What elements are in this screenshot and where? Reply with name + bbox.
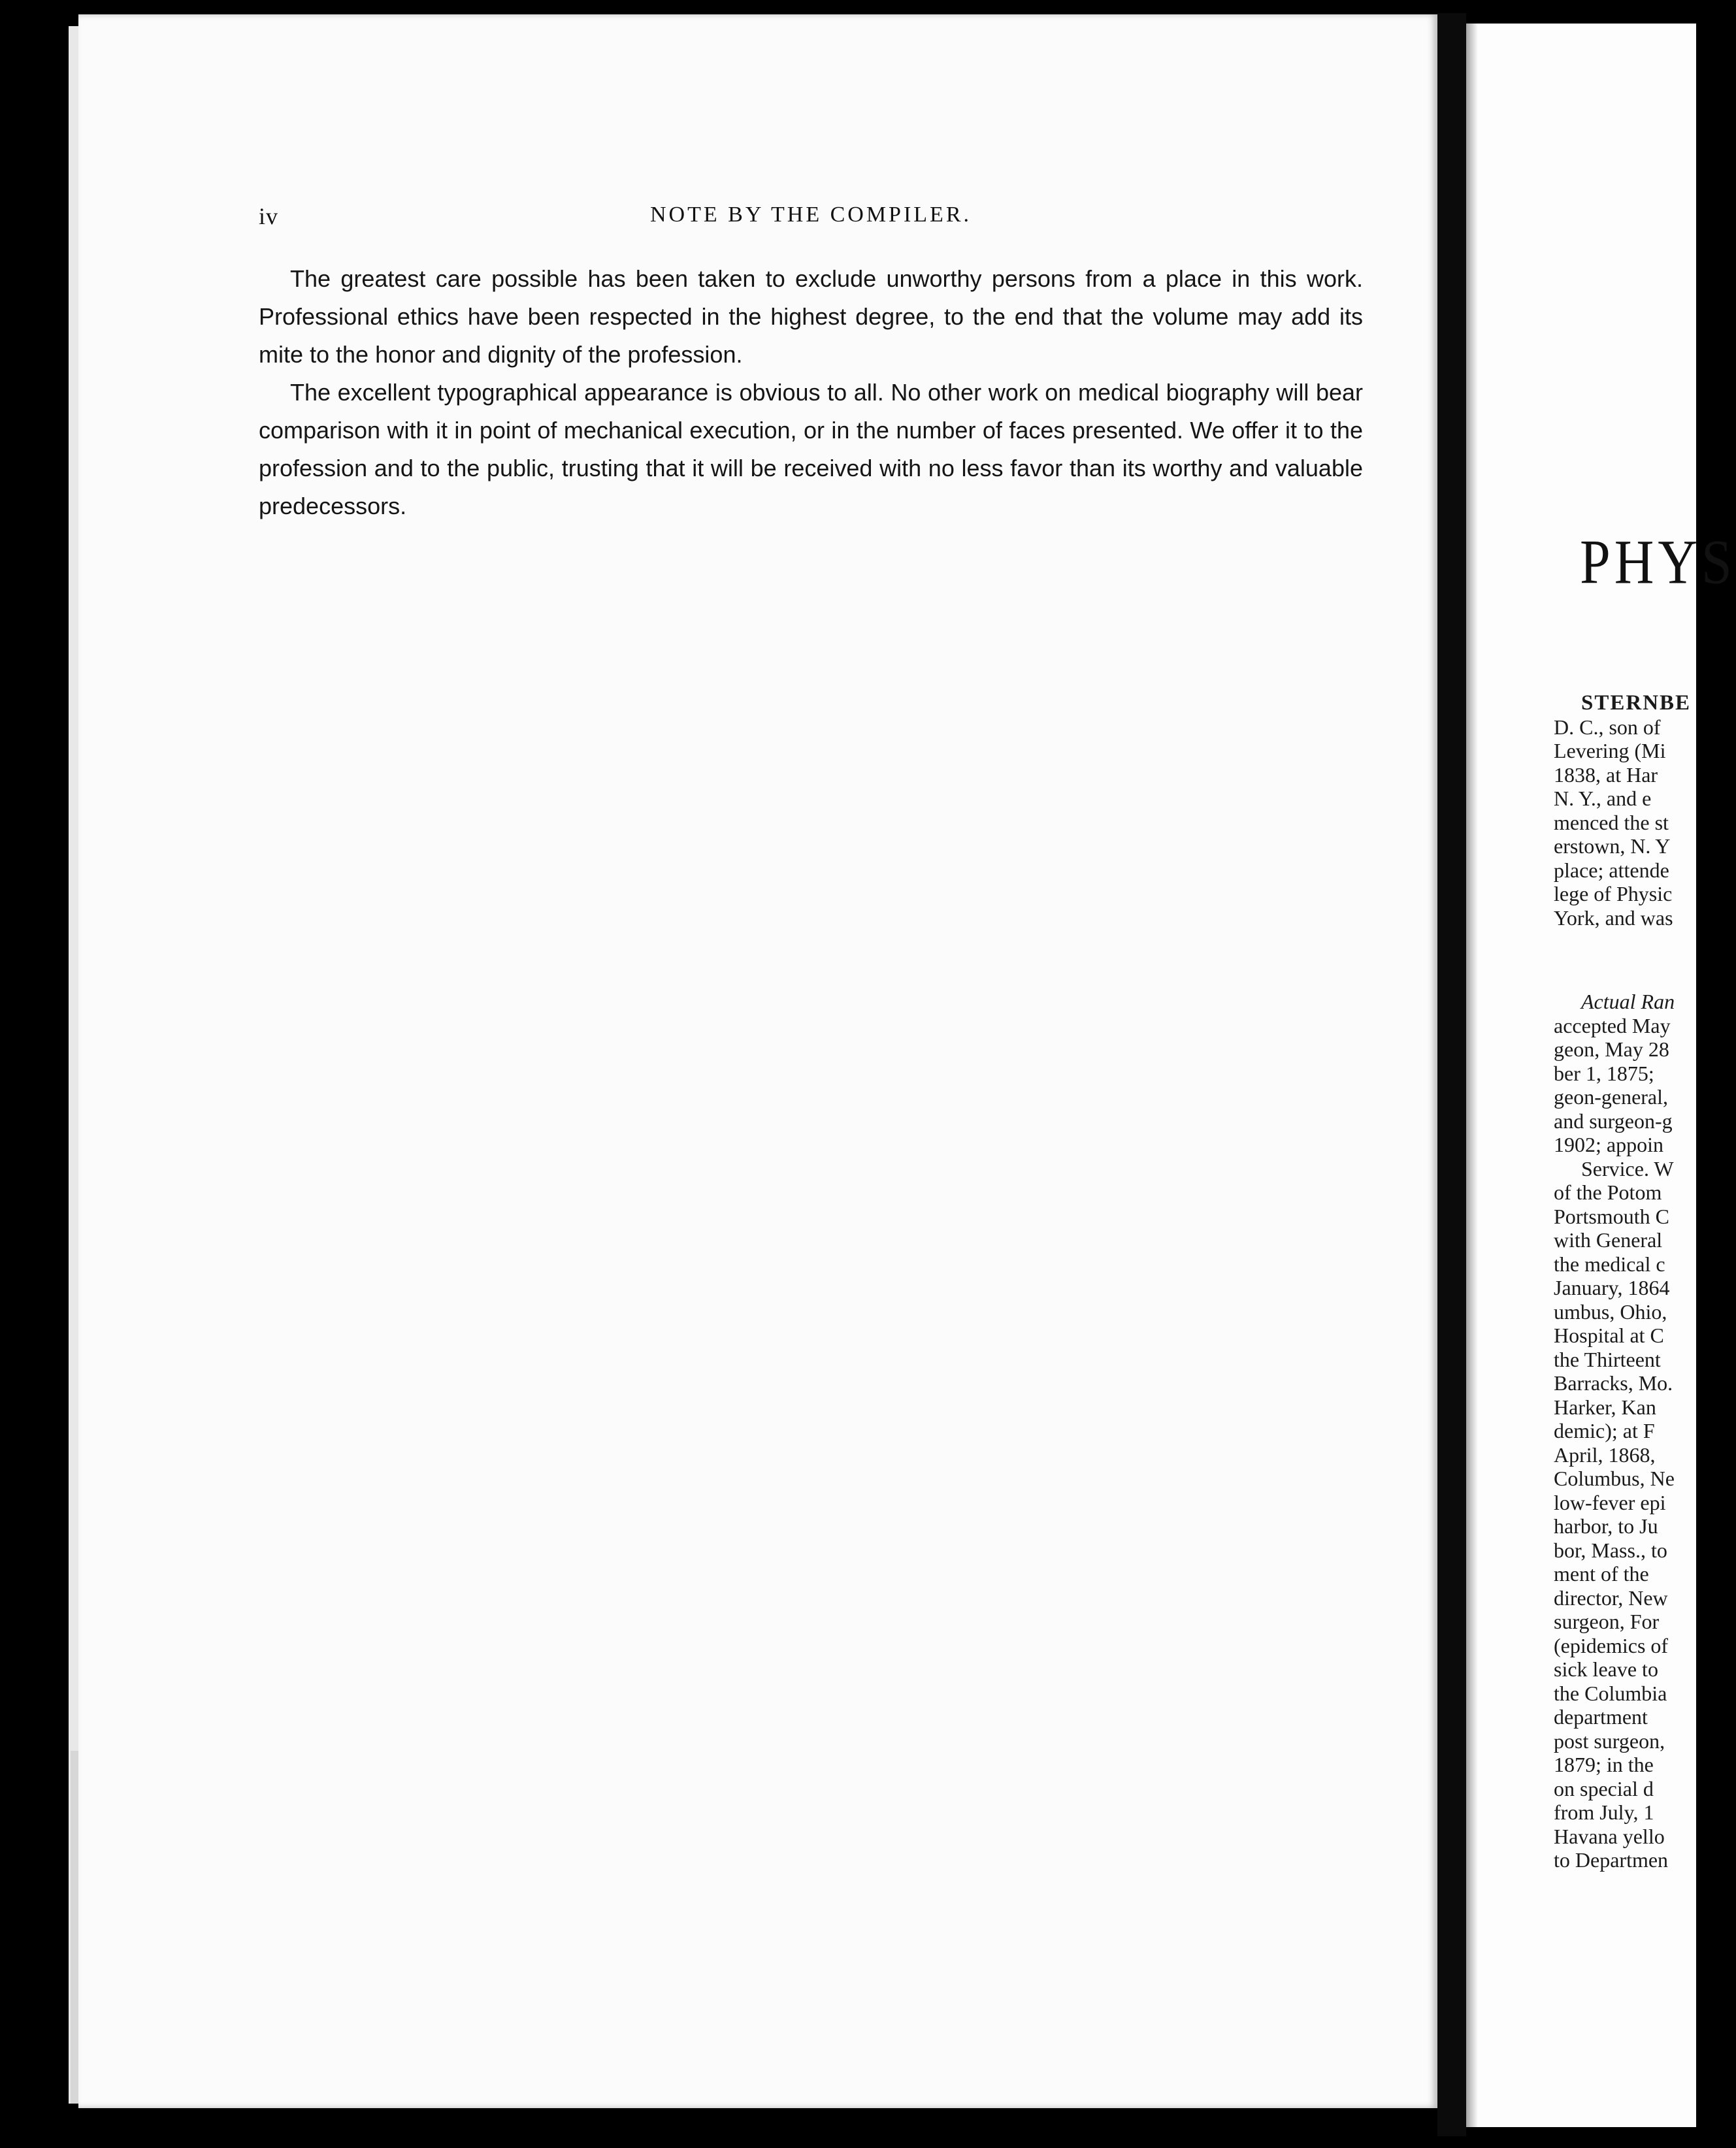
service-line: low-fever epi bbox=[1554, 1490, 1666, 1514]
service-line: post surgeon, bbox=[1554, 1729, 1665, 1753]
right-page-heading: PHYS bbox=[1580, 527, 1736, 598]
service-line: Barracks, Mo. bbox=[1554, 1371, 1673, 1395]
service-line: (epidemics of bbox=[1554, 1633, 1669, 1657]
service-line: April, 1868, bbox=[1554, 1442, 1656, 1467]
service-line: Harker, Kan bbox=[1554, 1395, 1656, 1419]
service-line: geon, May 28 bbox=[1554, 1037, 1669, 1061]
service-line: Service. W bbox=[1581, 1156, 1674, 1180]
service-line: ment of the bbox=[1554, 1562, 1649, 1586]
service-line: ber 1, 1875; bbox=[1554, 1061, 1654, 1085]
running-head-title: NOTE BY THE COMPILER. bbox=[650, 203, 972, 227]
entry-line: N. Y., and e bbox=[1554, 787, 1652, 810]
service-line: on special d bbox=[1554, 1776, 1654, 1800]
service-line: the medical c bbox=[1554, 1252, 1665, 1276]
right-page-shadow bbox=[1466, 24, 1478, 2127]
service-line: the Thirteent bbox=[1554, 1347, 1661, 1371]
service-line: 1879; in the bbox=[1554, 1753, 1654, 1776]
service-line: from July, 1 bbox=[1554, 1800, 1654, 1824]
entry-line: lege of Physic bbox=[1554, 882, 1673, 905]
entry-line: Levering (Mi bbox=[1554, 739, 1666, 762]
service-line: harbor, to Ju bbox=[1554, 1514, 1658, 1538]
service-line: and surgeon-g bbox=[1554, 1109, 1673, 1133]
entry-line: erstown, N. Y bbox=[1554, 834, 1671, 858]
biography-service bbox=[1554, 990, 1711, 1872]
service-line: Havana yello bbox=[1554, 1824, 1665, 1848]
entry-name-line: STERNBE bbox=[1581, 691, 1692, 715]
service-line: director, New bbox=[1554, 1586, 1668, 1610]
entry-line: place; attende bbox=[1554, 858, 1669, 882]
service-line: to Departmen bbox=[1554, 1848, 1669, 1872]
service-line: January, 1864 bbox=[1554, 1276, 1670, 1299]
service-line: Columbus, Ne bbox=[1554, 1467, 1675, 1490]
entry-line: York, and was bbox=[1554, 905, 1673, 930]
service-line: with General bbox=[1554, 1228, 1663, 1252]
service-line: demic); at F bbox=[1554, 1419, 1655, 1442]
service-line: bor, Mass., to bbox=[1554, 1538, 1667, 1562]
entry-line: D. C., son of bbox=[1554, 715, 1661, 739]
entry-line: 1838, at Har bbox=[1554, 762, 1658, 787]
service-line: of the Potom bbox=[1554, 1180, 1662, 1204]
service-line: Actual Ran bbox=[1581, 990, 1675, 1013]
service-line: Portsmouth C bbox=[1554, 1204, 1669, 1228]
service-line: 1902; appoin bbox=[1554, 1133, 1663, 1156]
biography-entry bbox=[1554, 691, 1711, 930]
service-line: sick leave to bbox=[1554, 1657, 1658, 1681]
service-line: umbus, Ohio, bbox=[1554, 1299, 1667, 1324]
page-number: iv bbox=[259, 203, 279, 229]
service-line: accepted May bbox=[1554, 1013, 1671, 1037]
running-head bbox=[259, 203, 1363, 233]
compiler-note-body bbox=[259, 260, 1363, 525]
service-line: the Columbia bbox=[1554, 1681, 1667, 1705]
service-line: surgeon, For bbox=[1554, 1610, 1660, 1633]
entry-line: menced the st bbox=[1554, 810, 1669, 834]
paragraph-2: The excellent typographical appearance is obvious to all. No other work on medical biography will bear comparison with it in point of mechanical execution, or in the number of faces presented. We offer it to the profession and to the public, trusting that it will be received with no less favor than its worthy and valuable predecessors. bbox=[259, 379, 1363, 519]
service-line: geon-general, bbox=[1554, 1085, 1669, 1109]
paragraph-1: The greatest care possible has been taken to exclude unworthy persons from a place in this work. Professional ethics have been respected in the highest degree, to the end that the volume may add its mite to the honor and dignity of the profession. bbox=[259, 265, 1363, 368]
service-line: department bbox=[1554, 1705, 1648, 1729]
service-line: Hospital at C bbox=[1554, 1324, 1664, 1347]
book-gutter bbox=[1437, 13, 1466, 2136]
